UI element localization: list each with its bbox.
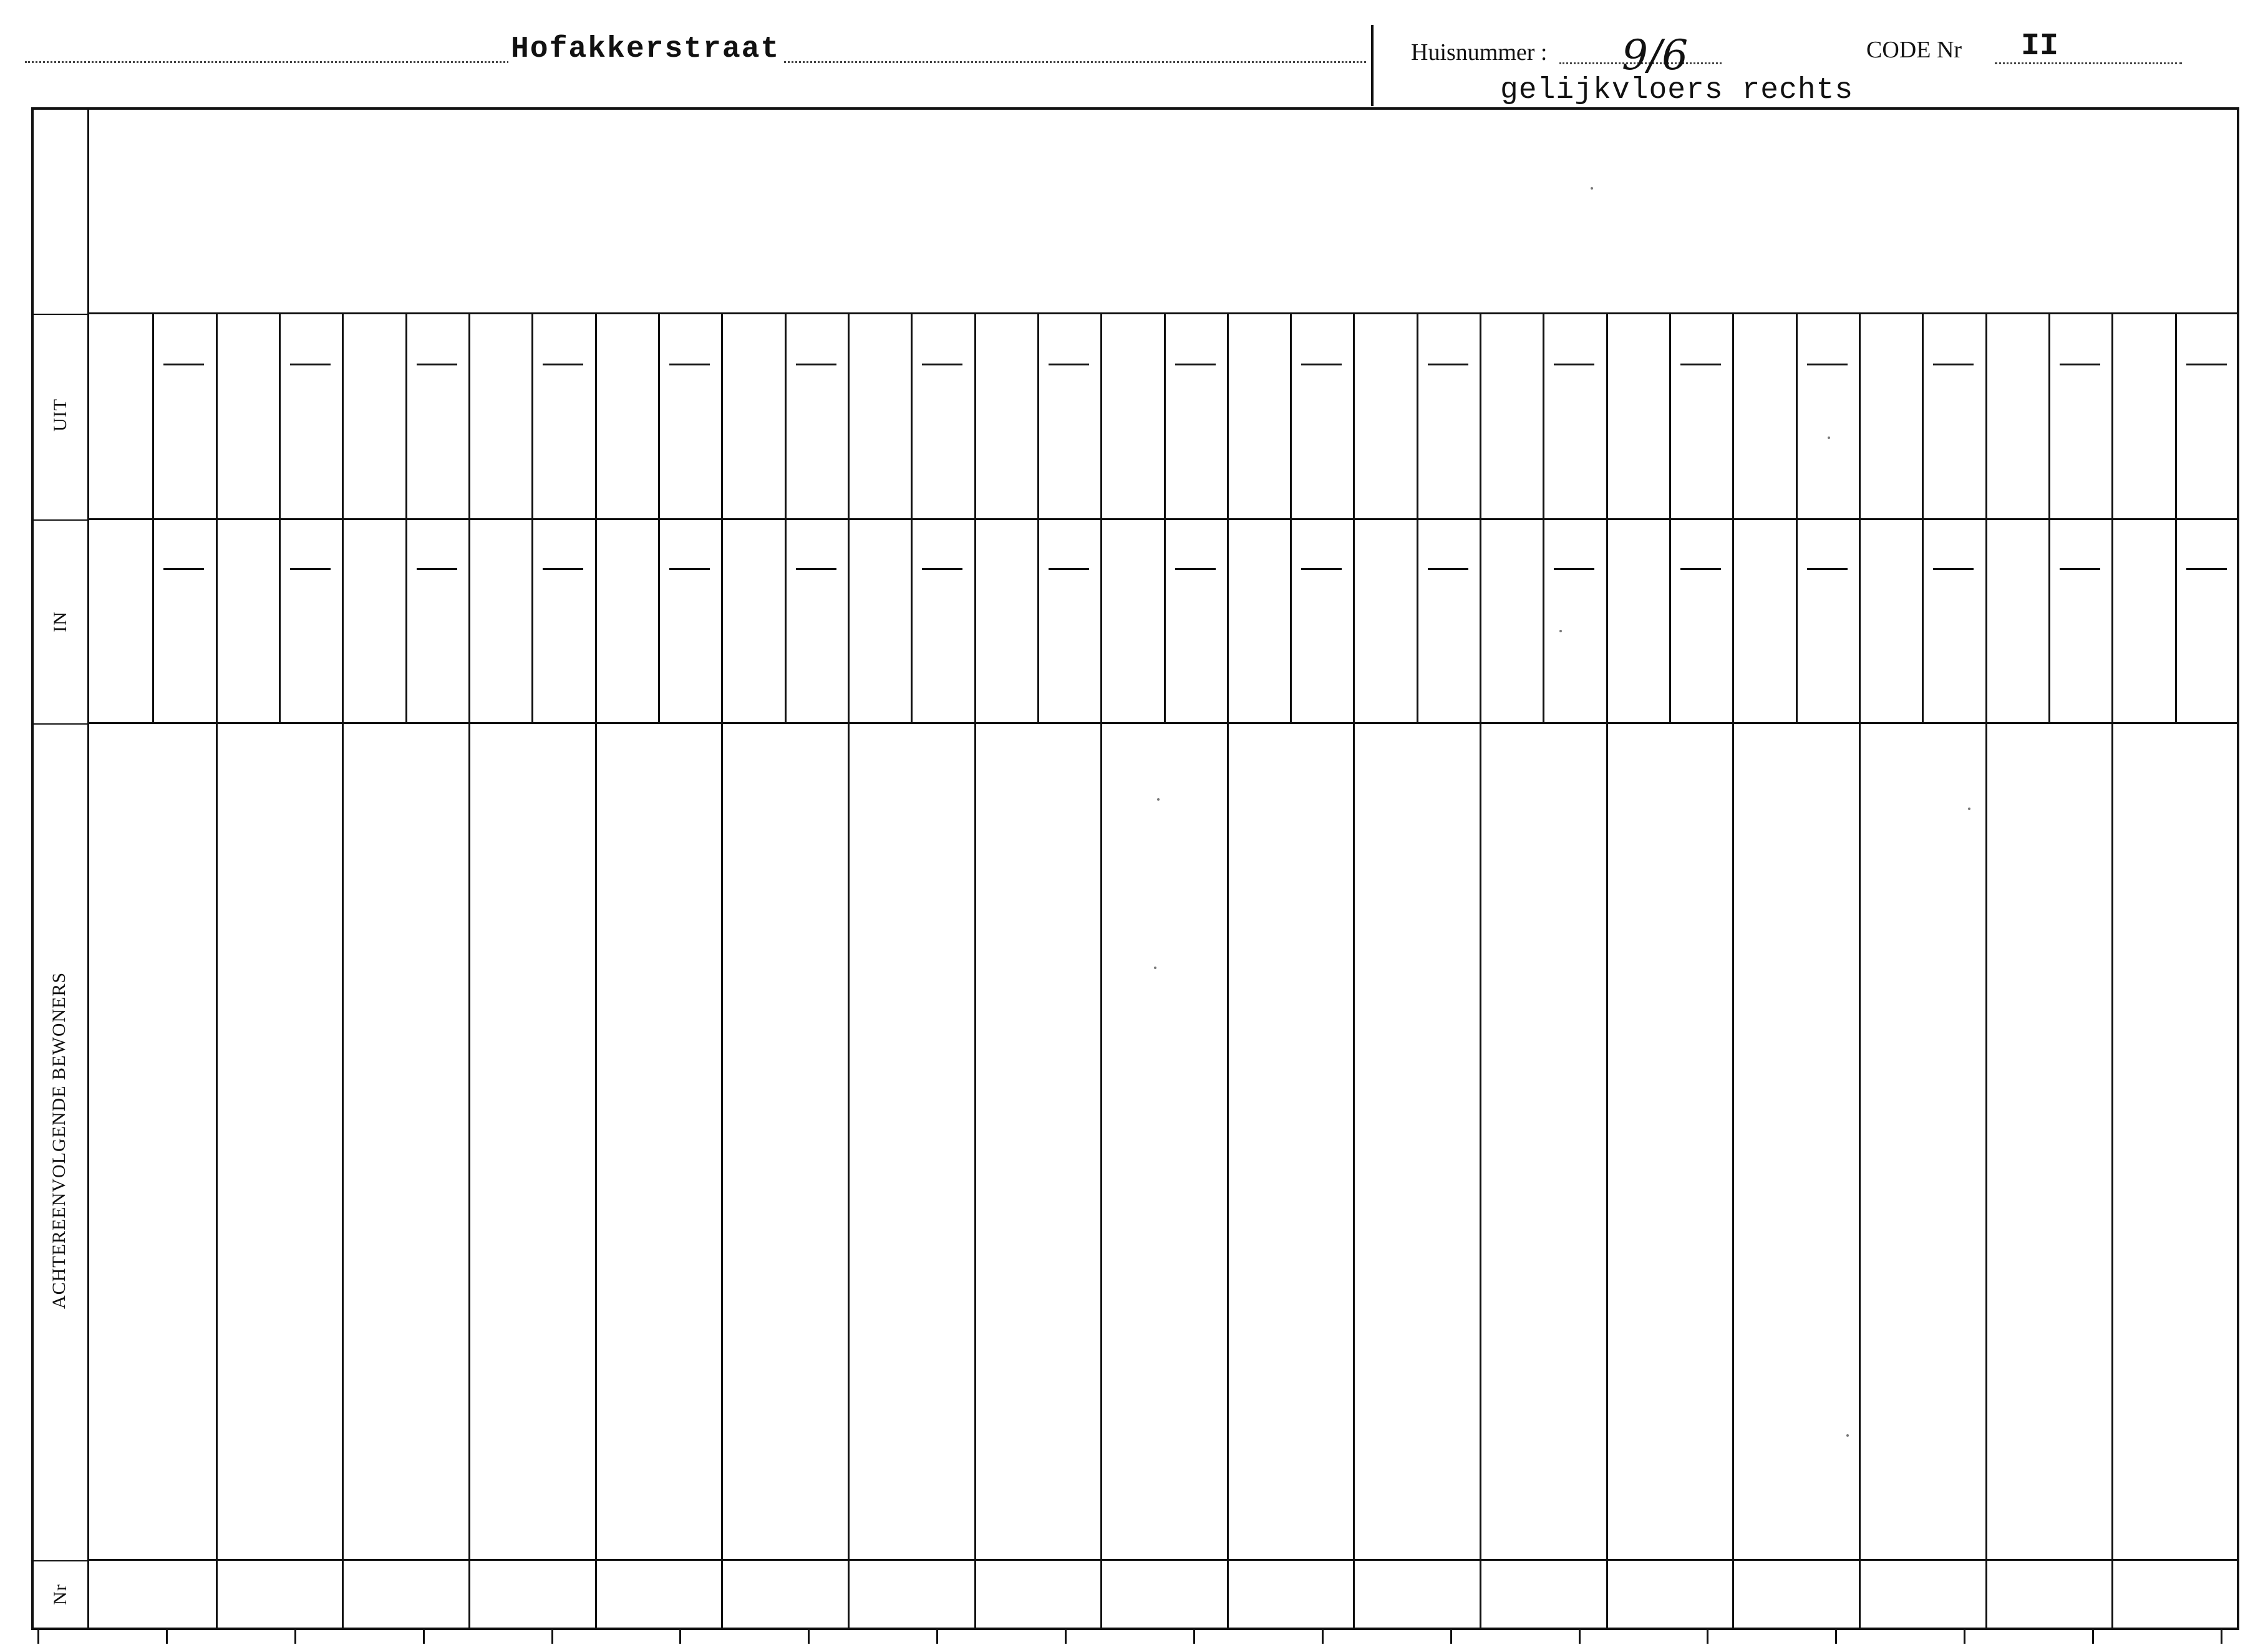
street-name: Hofakkerstraat [508, 32, 782, 66]
in-dash-mark [1301, 568, 1342, 570]
in-label: IN [50, 611, 70, 632]
column-divider [342, 314, 344, 1629]
half-column-divider [1543, 314, 1544, 722]
uit-dash-mark [2060, 364, 2100, 365]
uit-dash-mark [922, 364, 962, 365]
in-dash-mark [669, 568, 710, 570]
scan-speck [1968, 808, 1970, 810]
half-column-divider [2175, 314, 2177, 722]
column-divider [1227, 314, 1229, 1629]
scan-speck [1154, 967, 1156, 969]
bottom-tick [1065, 1630, 1067, 1644]
bottom-tick [1193, 1630, 1195, 1644]
in-dash-mark [796, 568, 836, 570]
column-divider [1859, 314, 1861, 1629]
bottom-tick [551, 1630, 553, 1644]
huisnummer-value: 9/6 [1622, 31, 1689, 79]
in-dash-mark [1933, 568, 1974, 570]
top-section-divider [87, 312, 2238, 314]
bottom-tick [294, 1630, 296, 1644]
in-dash-mark [1428, 568, 1468, 570]
in-dash-mark [1175, 568, 1216, 570]
bottom-tick [166, 1630, 168, 1644]
column-divider [468, 314, 470, 1629]
bottom-tick [2221, 1630, 2222, 1644]
uit-dash-mark [163, 364, 204, 365]
bottom-tick [1322, 1630, 1324, 1644]
column-divider [216, 314, 218, 1629]
half-column-divider [152, 314, 154, 722]
column-divider [1985, 314, 1987, 1629]
scan-speck [1559, 630, 1562, 632]
bewoners-nr-divider [87, 1559, 2238, 1561]
uit-dash-mark [1301, 364, 1342, 365]
uit-dash-mark [417, 364, 457, 365]
uit-label: UIT [50, 398, 70, 432]
half-column-divider [658, 314, 660, 722]
uit-dash-mark [669, 364, 710, 365]
in-bewoners-divider [87, 722, 2238, 724]
half-column-divider [1669, 314, 1671, 722]
left-top-divider [32, 314, 89, 315]
uit-dash-mark [1554, 364, 1594, 365]
in-dash-mark [1807, 568, 1848, 570]
scan-speck [1828, 437, 1830, 439]
left-nr-divider [32, 1560, 89, 1561]
half-column-divider [1922, 314, 1924, 722]
left-low-divider [32, 723, 89, 725]
uit-dash-mark [1680, 364, 1721, 365]
column-divider [1353, 314, 1355, 1629]
in-dash-mark [922, 568, 962, 570]
in-dash-mark [2060, 568, 2100, 570]
column-divider [974, 314, 976, 1629]
bottom-tick [679, 1630, 681, 1644]
half-column-divider [2048, 314, 2050, 722]
uit-dash-mark [1933, 364, 1974, 365]
half-column-divider [1417, 314, 1418, 722]
column-divider [1100, 314, 1102, 1629]
in-dash-mark [163, 568, 204, 570]
half-column-divider [1164, 314, 1166, 722]
half-column-divider [279, 314, 281, 722]
column-divider [595, 314, 597, 1629]
uit-dash-mark [1428, 364, 1468, 365]
column-divider [721, 314, 723, 1629]
bottom-tick [1579, 1630, 1581, 1644]
uit-dash-mark [290, 364, 331, 365]
bottom-tick [1964, 1630, 1965, 1644]
code-value: II [2021, 29, 2059, 64]
card-header [0, 0, 2268, 109]
scan-speck [1157, 798, 1160, 801]
half-column-divider [405, 314, 407, 722]
uit-dash-mark [2186, 364, 2227, 365]
in-dash-mark [417, 568, 457, 570]
code-label: CODE Nr [1866, 37, 1962, 63]
bottom-tick [1450, 1630, 1452, 1644]
bottom-tick [37, 1630, 39, 1644]
in-dash-mark [290, 568, 331, 570]
in-dash-mark [1049, 568, 1089, 570]
uit-dash-mark [1175, 364, 1216, 365]
column-divider [1732, 314, 1734, 1629]
scan-speck [1846, 1434, 1849, 1437]
half-column-divider [911, 314, 913, 722]
huisnummer-label: Huisnummer : [1411, 39, 1548, 65]
bottom-tick [423, 1630, 425, 1644]
uit-dash-mark [543, 364, 583, 365]
uit-dash-mark [796, 364, 836, 365]
in-dash-mark [1554, 568, 1594, 570]
location-note: gelijkvloers rechts [1500, 74, 1854, 107]
bewoners-label: ACHTEREENVOLGENDE BEWONERS [49, 972, 69, 1310]
bottom-tick [2092, 1630, 2094, 1644]
half-column-divider [1290, 314, 1292, 722]
bottom-tick [1835, 1630, 1837, 1644]
label-column-divider [87, 110, 89, 1629]
uit-dash-mark [1807, 364, 1848, 365]
column-divider [1480, 314, 1481, 1629]
bottom-tick [808, 1630, 810, 1644]
uit-in-divider [87, 518, 2238, 520]
header-divider [1371, 25, 1374, 106]
column-divider [2111, 314, 2113, 1629]
left-mid-divider [32, 519, 89, 521]
in-dash-mark [2186, 568, 2227, 570]
register-grid-frame [31, 107, 2239, 1630]
column-divider [848, 314, 850, 1629]
half-column-divider [531, 314, 533, 722]
scan-speck [1591, 187, 1593, 190]
half-column-divider [785, 314, 787, 722]
in-dash-mark [543, 568, 583, 570]
column-divider [1606, 314, 1608, 1629]
bottom-tick [936, 1630, 938, 1644]
uit-dash-mark [1049, 364, 1089, 365]
in-dash-mark [1680, 568, 1721, 570]
half-column-divider [1796, 314, 1798, 722]
half-column-divider [1037, 314, 1039, 722]
nr-label: Nr [50, 1584, 70, 1605]
bottom-tick [1707, 1630, 1708, 1644]
